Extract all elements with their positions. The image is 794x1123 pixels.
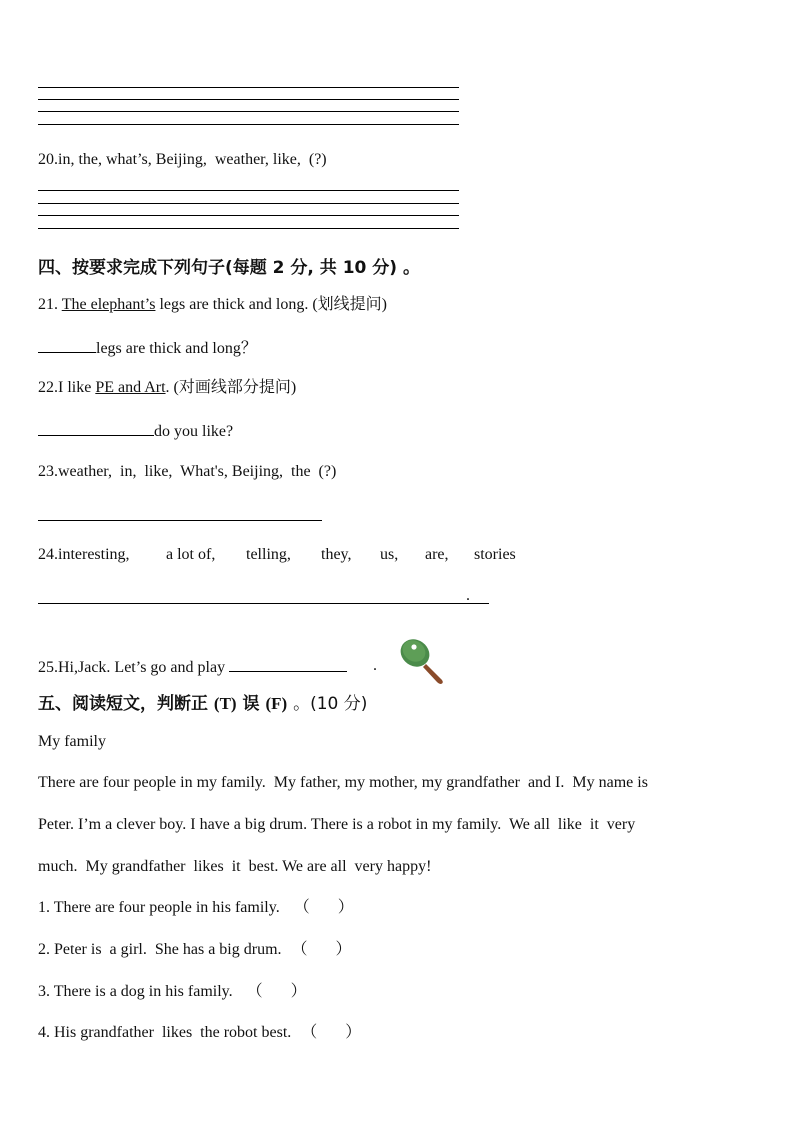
answer-line [38,99,459,100]
question-24-word: 24.interesting, [38,546,130,563]
end-mark: . [373,657,377,674]
answer-line [38,215,459,216]
ping-pong-paddle-image [388,618,440,668]
judge-item [38,982,307,1002]
false-mark: (F) [265,694,288,713]
judge-statement: 2. Peter is a girl. She has a big drum. [38,941,282,958]
end-mark: . [466,587,470,604]
question-23: 23.weather, in, like, What's, Beijing, the (?) [38,463,337,480]
judge-item [38,1023,361,1043]
question-number: 21 [38,296,54,313]
section-4-heading: 四、按要求完成下列句子(每题 2 分, 共 10 分) 。 [38,258,420,278]
question-24-word: stories [474,546,516,563]
answer-line [38,603,489,604]
heading-text: 五、阅读短文，判断正 [38,694,208,714]
answer-text: do you like? [154,423,234,440]
question-20: 20.in, the, what’s, Beijing, weather, like, (?) [38,151,327,168]
answer-line [38,228,459,229]
question-24-word: us, [380,546,399,563]
passage-line: There are four people in my family. My father, my mother, my grandfather and I. My name is [38,774,648,791]
answer-line [38,87,459,88]
judge-item [38,898,354,918]
fill-blank[interactable] [38,420,154,436]
question-24-word: they, [321,546,352,563]
fill-blank[interactable] [229,656,347,672]
question-22 [38,378,296,398]
answer-parens[interactable]: （ ） [293,899,354,916]
answer-line [38,124,459,125]
answer-line [38,190,459,191]
question-24-word: a lot of, [166,546,216,563]
question-21 [38,295,387,315]
answer-parens[interactable]: （ ） [291,941,352,958]
passage-line: Peter. I’m a clever boy. I have a big drum. There is a robot in my family. We all like it very [38,816,636,833]
answer-line [38,111,459,112]
judge-statement: 1. There are four people in his family. [38,899,280,916]
question-25 [38,656,347,678]
question-24-word: are, [425,546,449,563]
answer-text: legs are thick and long？ [96,340,257,357]
passage-title: My family [38,733,106,750]
judge-item [38,940,352,960]
passage-line: much. My grandfather likes it best. We are all very happy! [38,858,432,875]
question-text: legs are thick and long. (划线提问) [155,296,387,313]
ping-pong-paddle-icon [396,636,448,686]
true-mark: (T) [213,694,237,713]
judge-statement: 4. His grandfather likes the robot best. [38,1024,292,1041]
answer-line [38,203,459,204]
answer-parens[interactable]: （ ） [301,1024,362,1041]
judge-statement: 3. There is a dog in his family. [38,983,233,1000]
question-text: 25.Hi,Jack. Let’s go and play [38,659,230,676]
question-text: . (对画线部分提问) [165,379,297,396]
underlined-phrase: The elephant’s [61,296,156,313]
answer-21 [38,337,257,359]
heading-text: 。(10 分) [293,694,368,714]
question-text: 22.I like [38,379,96,396]
heading-text: 误 [242,694,260,714]
fill-blank[interactable] [38,337,96,353]
section-5-heading [38,689,367,714]
question-24-word: telling, [246,546,291,563]
question-separator: . [54,296,62,313]
underlined-phrase: PE and Art [95,379,166,396]
answer-line [38,520,322,521]
answer-22 [38,420,233,442]
answer-parens[interactable]: （ ） [246,983,307,1000]
